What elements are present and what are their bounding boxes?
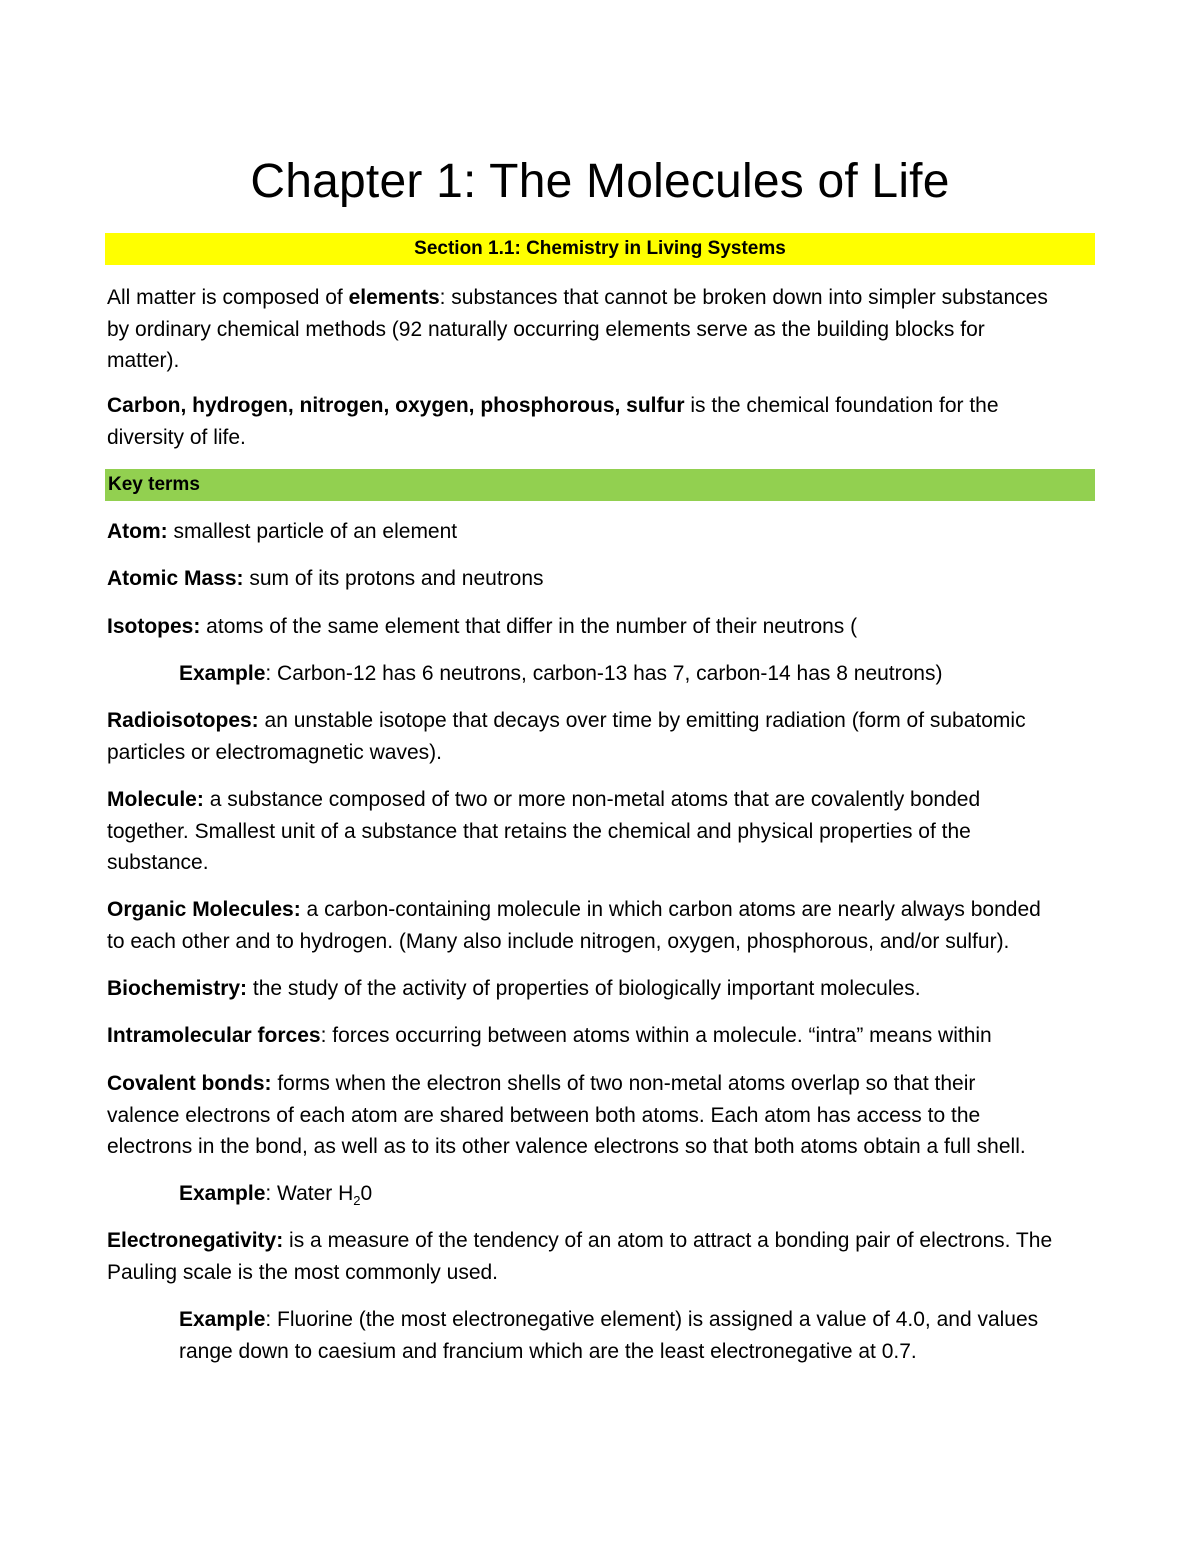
term-covalent-bonds: Covalent bonds: forms when the electron shells of two non-metal atoms overlap so that their valence electrons of each atom are shared between both atoms. Each atom has access to the electrons in the bond, as well as to its other valence electrons so that both atoms obtain a full shell.	[107, 1072, 1026, 1158]
term-radioisotopes: Radioisotopes: an unstable isotope that decays over time by emitting radiation (form of subatomic particles or electromagnetic waves).	[107, 709, 1026, 764]
term-electronegativity: Electronegativity: is a measure of the tendency of an atom to attract a bonding pair of electrons. The Pauling scale is the most commonly used.	[107, 1229, 1053, 1284]
term-intramolecular-forces: Intramolecular forces: forces occurring between atoms within a molecule. “intra” means within	[107, 1024, 992, 1047]
elements-term: elements	[348, 286, 440, 309]
chemical-foundation-term: Carbon, hydrogen, nitrogen, oxygen, phosphorous, sulfur	[107, 394, 685, 417]
term-biochemistry: Biochemistry: the study of the activity of properties of biologically important molecules.	[107, 977, 921, 1000]
section-header-band	[105, 233, 1095, 265]
term-atomic-mass: Atomic Mass: sum of its protons and neutrons	[107, 567, 544, 590]
intro-paragraph-elements: All matter is composed of elements: substances that cannot be broken down into simpler substances by ordinary chemical methods (92 naturally occurring elements serve as the building blocks for matter).	[107, 286, 1048, 372]
term-molecule: Molecule: a substance composed of two or more non-metal atoms that are covalently bonded together. Smallest unit of a substance that retains the chemical and physical properties of the substance.	[107, 788, 981, 874]
isotopes-example: Example: Carbon-12 has 6 neutrons, carbon-13 has 7, carbon-14 has 8 neutrons)	[179, 662, 943, 685]
page-title: Chapter 1: The Molecules of Life	[250, 155, 950, 208]
section-header: Section 1.1: Chemistry in Living Systems	[414, 238, 786, 259]
term-organic-molecules: Organic Molecules: a carbon-containing molecule in which carbon atoms are nearly always bonded to each other and to hydrogen. (Many also include nitrogen, oxygen, phosphorous, and/or sulfur).	[107, 898, 1041, 953]
key-terms-header-band	[105, 469, 1095, 501]
fluorine-example: Example: Fluorine (the most electronegative element) is assigned a value of 4.0, and values range down to caesium and francium which are the least electronegative at 0.7.	[179, 1308, 1039, 1363]
intro-paragraph-carbon: Carbon, hydrogen, nitrogen, oxygen, phosphorous, sulfur is the chemical foundation for the diversity of life.	[107, 394, 999, 449]
term-isotopes: Isotopes: atoms of the same element that differ in the number of their neutrons (	[107, 615, 858, 638]
key-terms-header: Key terms	[108, 474, 200, 495]
water-example: Example: Water $H_20$	[179, 1182, 373, 1209]
term-atom: Atom: smallest particle of an element	[107, 520, 458, 543]
